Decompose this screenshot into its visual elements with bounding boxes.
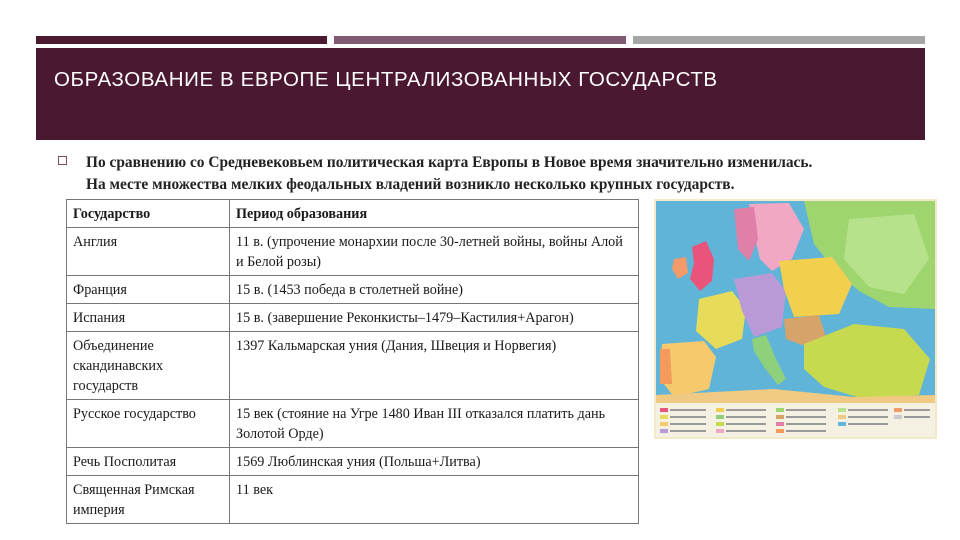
title-band (36, 48, 925, 140)
cell-state: Франция (67, 276, 230, 304)
cell-period: 11 в. (упрочение монархии после 30-летней войны, войны Алой и Белой розы) (230, 228, 639, 276)
table-row (67, 400, 639, 448)
square-bullet-icon (58, 156, 67, 165)
states-table (66, 199, 639, 524)
top-bar-mauve (334, 36, 626, 44)
cell-period: 15 в. (завершение Реконкисты–1479–Кастилия+Арагон) (230, 304, 639, 332)
table-row (67, 332, 639, 400)
slide-title: ОБРАЗОВАНИЕ В ЕВРОПЕ ЦЕНТРАЛИЗОВАННЫХ ГОСУДАРСТВ (54, 68, 718, 91)
cell-period: 1397 Кальмарская уния (Дания, Швеция и Норвегия) (230, 332, 639, 400)
cell-state: Англия (67, 228, 230, 276)
map-region-portugal (660, 349, 672, 384)
intro-paragraph (86, 152, 948, 196)
table-row (67, 304, 639, 332)
top-bar-gray (633, 36, 925, 44)
cell-period: 15 в. (1453 победа в столетней войне) (230, 276, 639, 304)
cell-period: 1569 Люблинская уния (Польша+Литва) (230, 448, 639, 476)
intro-line-1: По сравнению со Средневековьем политическая карта Европы в Новое время значительно изменилась. (86, 154, 813, 171)
cell-state: Испания (67, 304, 230, 332)
table-row (67, 228, 639, 276)
table-row (67, 276, 639, 304)
cell-state: Объединение скандинавских государств (67, 332, 230, 400)
cell-state: Речь Посполитая (67, 448, 230, 476)
decorative-top-bars (36, 36, 925, 44)
header-period: Период образования (230, 200, 639, 228)
europe-historical-map (654, 199, 937, 439)
table-row (67, 448, 639, 476)
cell-period: 11 век (230, 476, 639, 524)
header-state: Государство (67, 200, 230, 228)
cell-state: Священная Римская империя (67, 476, 230, 524)
cell-state: Русское государство (67, 400, 230, 448)
intro-line-2: На месте множества мелких феодальных владений возникло несколько крупных государств. (86, 176, 735, 193)
table-row (67, 476, 639, 524)
top-bar-dark (36, 36, 327, 44)
table-header-row (67, 200, 639, 228)
cell-period: 15 век (стояние на Угре 1480 Иван III отказался платить дань Золотой Орде) (230, 400, 639, 448)
